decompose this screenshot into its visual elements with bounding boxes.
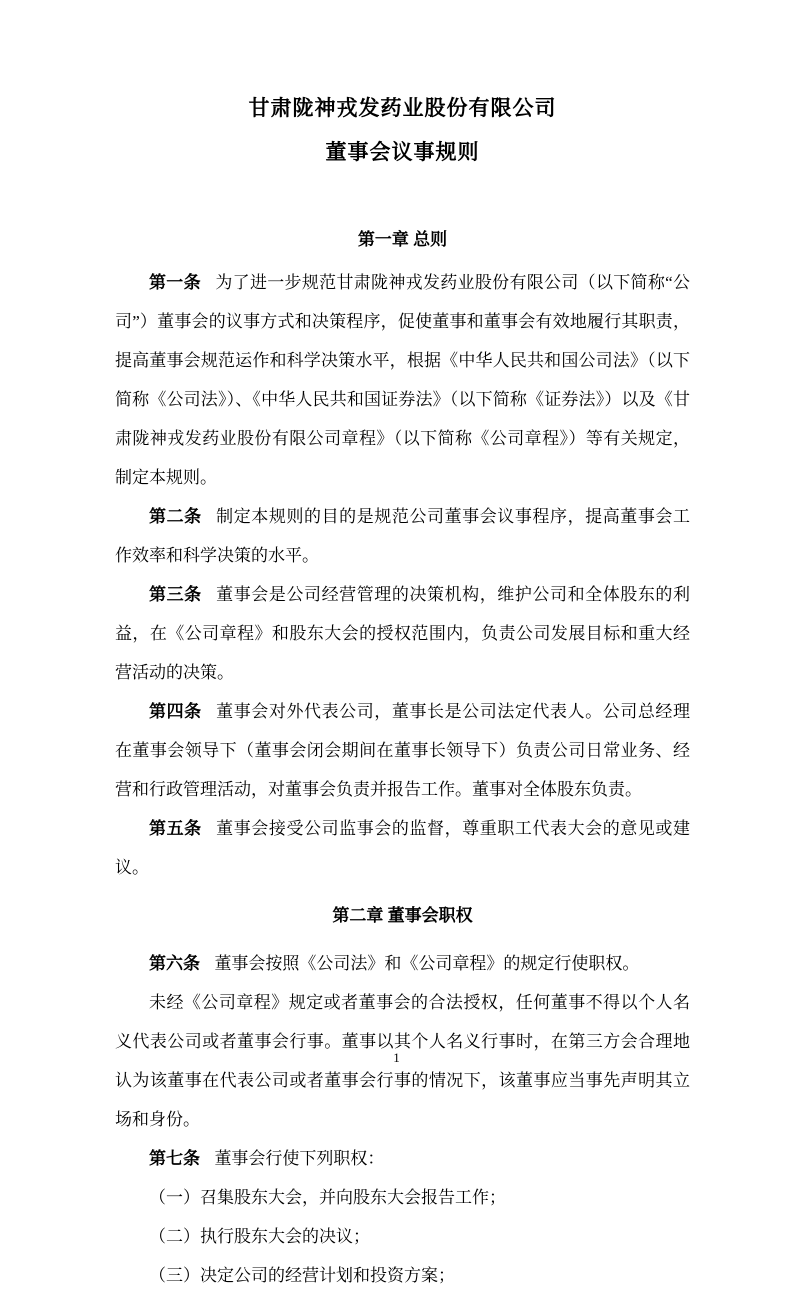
article-3-label: 第三条: [149, 585, 202, 605]
article-7-item-3: [115, 1256, 690, 1295]
article-1-label: 第一条: [149, 273, 201, 293]
article-4-paragraph: [115, 692, 690, 809]
article-7-item-2: [115, 1217, 690, 1256]
article-2-label: 第二条: [149, 507, 202, 527]
document-subtitle: 董事会议事规则: [325, 140, 480, 165]
article-3-text: 董事会是公司经营管理的决策机构，维护公司和全体股东的利益，在《公司章程》和股东大会的授权范围内，负责公司发展目标和重大经营活动的决策。: [115, 585, 691, 683]
article-7-item-2-text: （二）执行股东大会的决议；: [149, 1227, 370, 1247]
article-2-text: 制定本规则的目的是规范公司董事会议事程序，提高董事会工作效率和科学决策的水平。: [115, 507, 691, 566]
article-6-paragraph: [115, 944, 690, 983]
article-6-continuation-text: 未经《公司章程》规定或者董事会的合法授权，任何董事不得以个人名义代表公司或者董事会行事。董事以其个人名义行事时，在第三方会合理地认为该董事在代表公司或者董事会行事的情况下，该董事应当事先声明其立场和身份。: [115, 993, 690, 1130]
article-2-paragraph: [115, 497, 690, 575]
article-7-item-3-text: （三）决定公司的经营计划和投资方案；: [149, 1266, 455, 1286]
article-4-label: 第四条: [149, 702, 202, 722]
document-title: 甘肃陇神戎发药业股份有限公司: [248, 96, 557, 120]
chapter-heading-board-powers: 第二章 董事会职权: [332, 906, 473, 926]
article-7-item-1-text: （一）召集股东大会，并向股东大会报告工作；: [149, 1188, 506, 1208]
article-5-text: 董事会接受公司监事会的监督，尊重职工代表大会的意见或建议。: [115, 819, 691, 878]
article-7-item-1: [115, 1178, 690, 1217]
page-number: 1: [393, 1050, 400, 1065]
article-5-paragraph: [115, 809, 690, 887]
article-4-text: 董事会对外代表公司，董事长是公司法定代表人。公司总经理在董事会领导下（董事会闭会期间在董事长领导下）负责公司日常业务、经营和行政管理活动，对董事会负责并报告工作。董事对全体股东负责。: [115, 702, 691, 800]
chapter-heading-general-provisions: 第一章 总则: [357, 230, 448, 250]
article-7-text: 董事会行使下列职权：: [214, 1149, 385, 1169]
article-1-paragraph: [115, 263, 690, 497]
article-5-label: 第五条: [149, 819, 202, 839]
article-6-label: 第六条: [149, 954, 200, 974]
article-7-label: 第七条: [149, 1149, 200, 1169]
article-1-text: 为了进一步规范甘肃陇神戎发药业股份有限公司（以下简称“公司”）董事会的议事方式和决策程序，促使董事和董事会有效地履行其职责，提高董事会规范运作和科学决策水平，根据《中华人民共和国公司法》（以下简称《公司法》）、《中华人民共和国证券法》（以下简称《证券法》）以及《甘肃陇神戎发药业股份有限公司章程》（以下简称《公司章程》）等有关规定，制定本规则。: [115, 273, 691, 488]
article-6-text: 董事会按照《公司法》和《公司章程》的规定行使职权。: [214, 954, 640, 974]
article-3-paragraph: [115, 575, 690, 692]
article-7-paragraph: [115, 1139, 690, 1178]
